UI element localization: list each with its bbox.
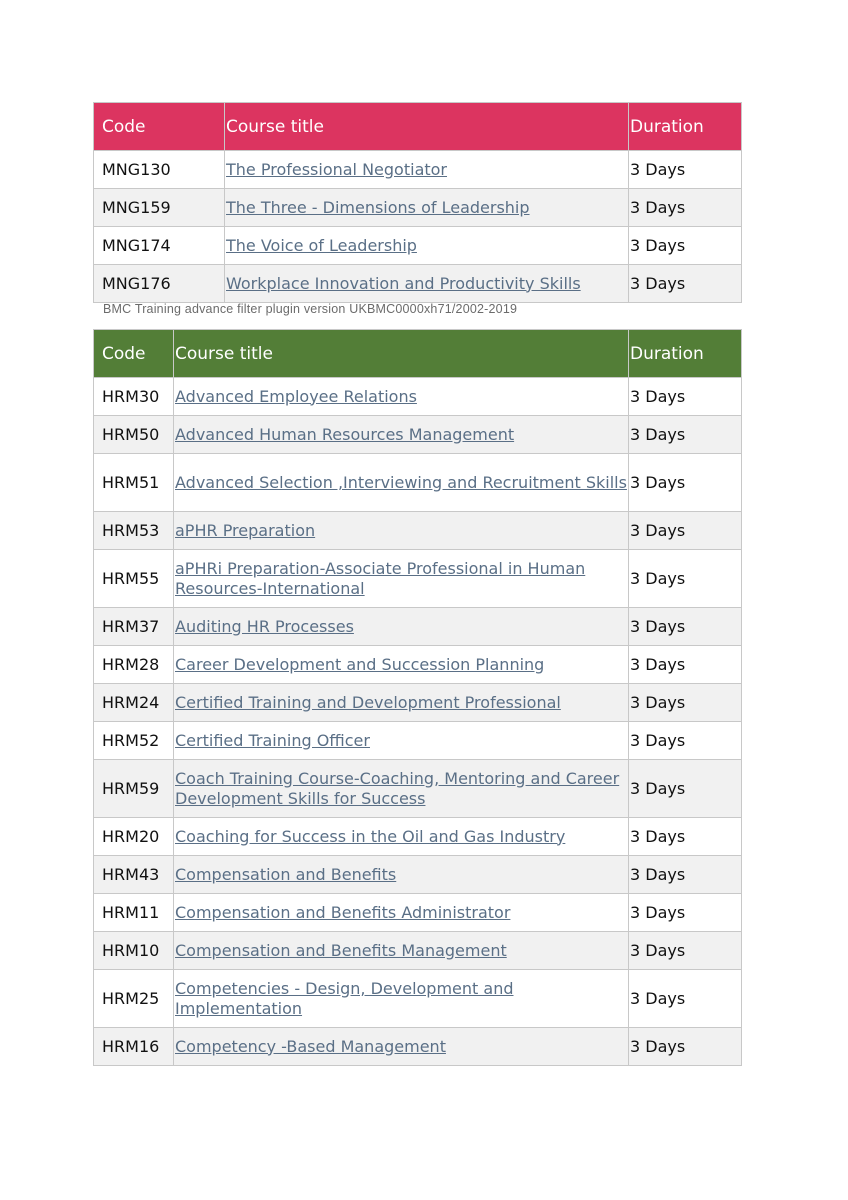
table-row <box>94 550 742 608</box>
table-row <box>94 265 742 303</box>
table-row <box>94 608 742 646</box>
course-title-link[interactable]: Competencies - Design, Development and Implementation <box>175 978 514 1018</box>
header-code: Code <box>94 330 174 378</box>
table-row <box>94 227 742 265</box>
table-row <box>94 454 742 512</box>
course-title-link[interactable]: Auditing HR Processes <box>175 616 354 636</box>
course-title-link[interactable]: The Professional Negotiator <box>226 159 448 179</box>
course-code: HRM11 <box>94 894 174 932</box>
management-courses-table <box>93 102 742 303</box>
header-duration: Duration <box>629 330 742 378</box>
table-row <box>94 684 742 722</box>
course-duration: 3 Days <box>629 856 742 894</box>
course-duration: 3 Days <box>629 378 742 416</box>
course-duration: 3 Days <box>629 550 742 608</box>
course-duration: 3 Days <box>629 151 742 189</box>
table-row <box>94 512 742 550</box>
course-code: HRM37 <box>94 608 174 646</box>
course-code: MNG174 <box>94 227 225 265</box>
table-row <box>94 416 742 454</box>
table-row <box>94 189 742 227</box>
table-row <box>94 818 742 856</box>
course-duration: 3 Days <box>629 722 742 760</box>
course-code: MNG159 <box>94 189 225 227</box>
course-title-link[interactable]: Coach Training Course-Coaching, Mentoring and Career Development Skills for Success <box>175 768 620 808</box>
course-duration: 3 Days <box>629 227 742 265</box>
course-code: HRM50 <box>94 416 174 454</box>
course-title-link[interactable]: Advanced Employee Relations <box>175 386 417 406</box>
course-duration: 3 Days <box>629 189 742 227</box>
table-row <box>94 646 742 684</box>
header-code: Code <box>94 103 225 151</box>
table-header-row <box>94 103 742 151</box>
hr-courses-table <box>93 329 742 1066</box>
course-code: HRM59 <box>94 760 174 818</box>
course-title-link[interactable]: Compensation and Benefits <box>175 864 397 884</box>
course-code: HRM55 <box>94 550 174 608</box>
course-code: HRM25 <box>94 970 174 1028</box>
course-title-link[interactable]: The Three - Dimensions of Leadership <box>226 197 530 217</box>
course-code: HRM28 <box>94 646 174 684</box>
course-code: MNG130 <box>94 151 225 189</box>
course-title-link[interactable]: Advanced Human Resources Management <box>175 424 515 444</box>
course-duration: 3 Days <box>629 454 742 512</box>
course-code: HRM30 <box>94 378 174 416</box>
course-code: HRM43 <box>94 856 174 894</box>
course-code: HRM16 <box>94 1028 174 1066</box>
table-row <box>94 760 742 818</box>
header-course-title: Course title <box>225 103 629 151</box>
course-duration: 3 Days <box>629 760 742 818</box>
course-duration: 3 Days <box>629 265 742 303</box>
course-code: HRM53 <box>94 512 174 550</box>
table-row <box>94 722 742 760</box>
course-duration: 3 Days <box>629 512 742 550</box>
course-duration: 3 Days <box>629 894 742 932</box>
course-code: HRM20 <box>94 818 174 856</box>
table-row <box>94 932 742 970</box>
table-row <box>94 151 742 189</box>
course-duration: 3 Days <box>629 684 742 722</box>
course-code: HRM52 <box>94 722 174 760</box>
course-code: HRM24 <box>94 684 174 722</box>
table-header-row <box>94 330 742 378</box>
table-row <box>94 1028 742 1066</box>
course-title-link[interactable]: The Voice of Leadership <box>226 235 417 255</box>
course-title-link[interactable]: Certified Training and Development Professional <box>175 692 561 712</box>
table-row <box>94 856 742 894</box>
course-title-link[interactable]: aPHR Preparation <box>175 520 316 540</box>
course-title-link[interactable]: Certified Training Officer <box>175 730 370 750</box>
course-title-link[interactable]: Competency -Based Management <box>175 1036 446 1056</box>
course-duration: 3 Days <box>629 970 742 1028</box>
course-code: HRM10 <box>94 932 174 970</box>
course-title-link[interactable]: Coaching for Success in the Oil and Gas Industry <box>175 826 566 846</box>
course-code: HRM51 <box>94 454 174 512</box>
course-title-link[interactable]: aPHRi Preparation-Associate Professional in Human Resources-International <box>175 558 586 598</box>
course-title-link[interactable]: Compensation and Benefits Administrator <box>175 902 511 922</box>
course-duration: 3 Days <box>629 608 742 646</box>
course-duration: 3 Days <box>629 416 742 454</box>
header-course-title: Course title <box>174 330 629 378</box>
table-row <box>94 894 742 932</box>
course-duration: 3 Days <box>629 818 742 856</box>
course-title-link[interactable]: Workplace Innovation and Productivity Skills <box>226 273 581 293</box>
course-title-link[interactable]: Compensation and Benefits Management <box>175 940 507 960</box>
plugin-version-note: BMC Training advance filter plugin version UKBMC0000xh71/2002-2019 <box>103 302 518 316</box>
course-duration: 3 Days <box>629 932 742 970</box>
table-row <box>94 970 742 1028</box>
course-title-link[interactable]: Career Development and Succession Planning <box>175 654 545 674</box>
course-duration: 3 Days <box>629 1028 742 1066</box>
course-duration: 3 Days <box>629 646 742 684</box>
course-title-link[interactable]: Advanced Selection ,Interviewing and Recruitment Skills <box>175 472 627 492</box>
header-duration: Duration <box>629 103 742 151</box>
table-row <box>94 378 742 416</box>
course-code: MNG176 <box>94 265 225 303</box>
